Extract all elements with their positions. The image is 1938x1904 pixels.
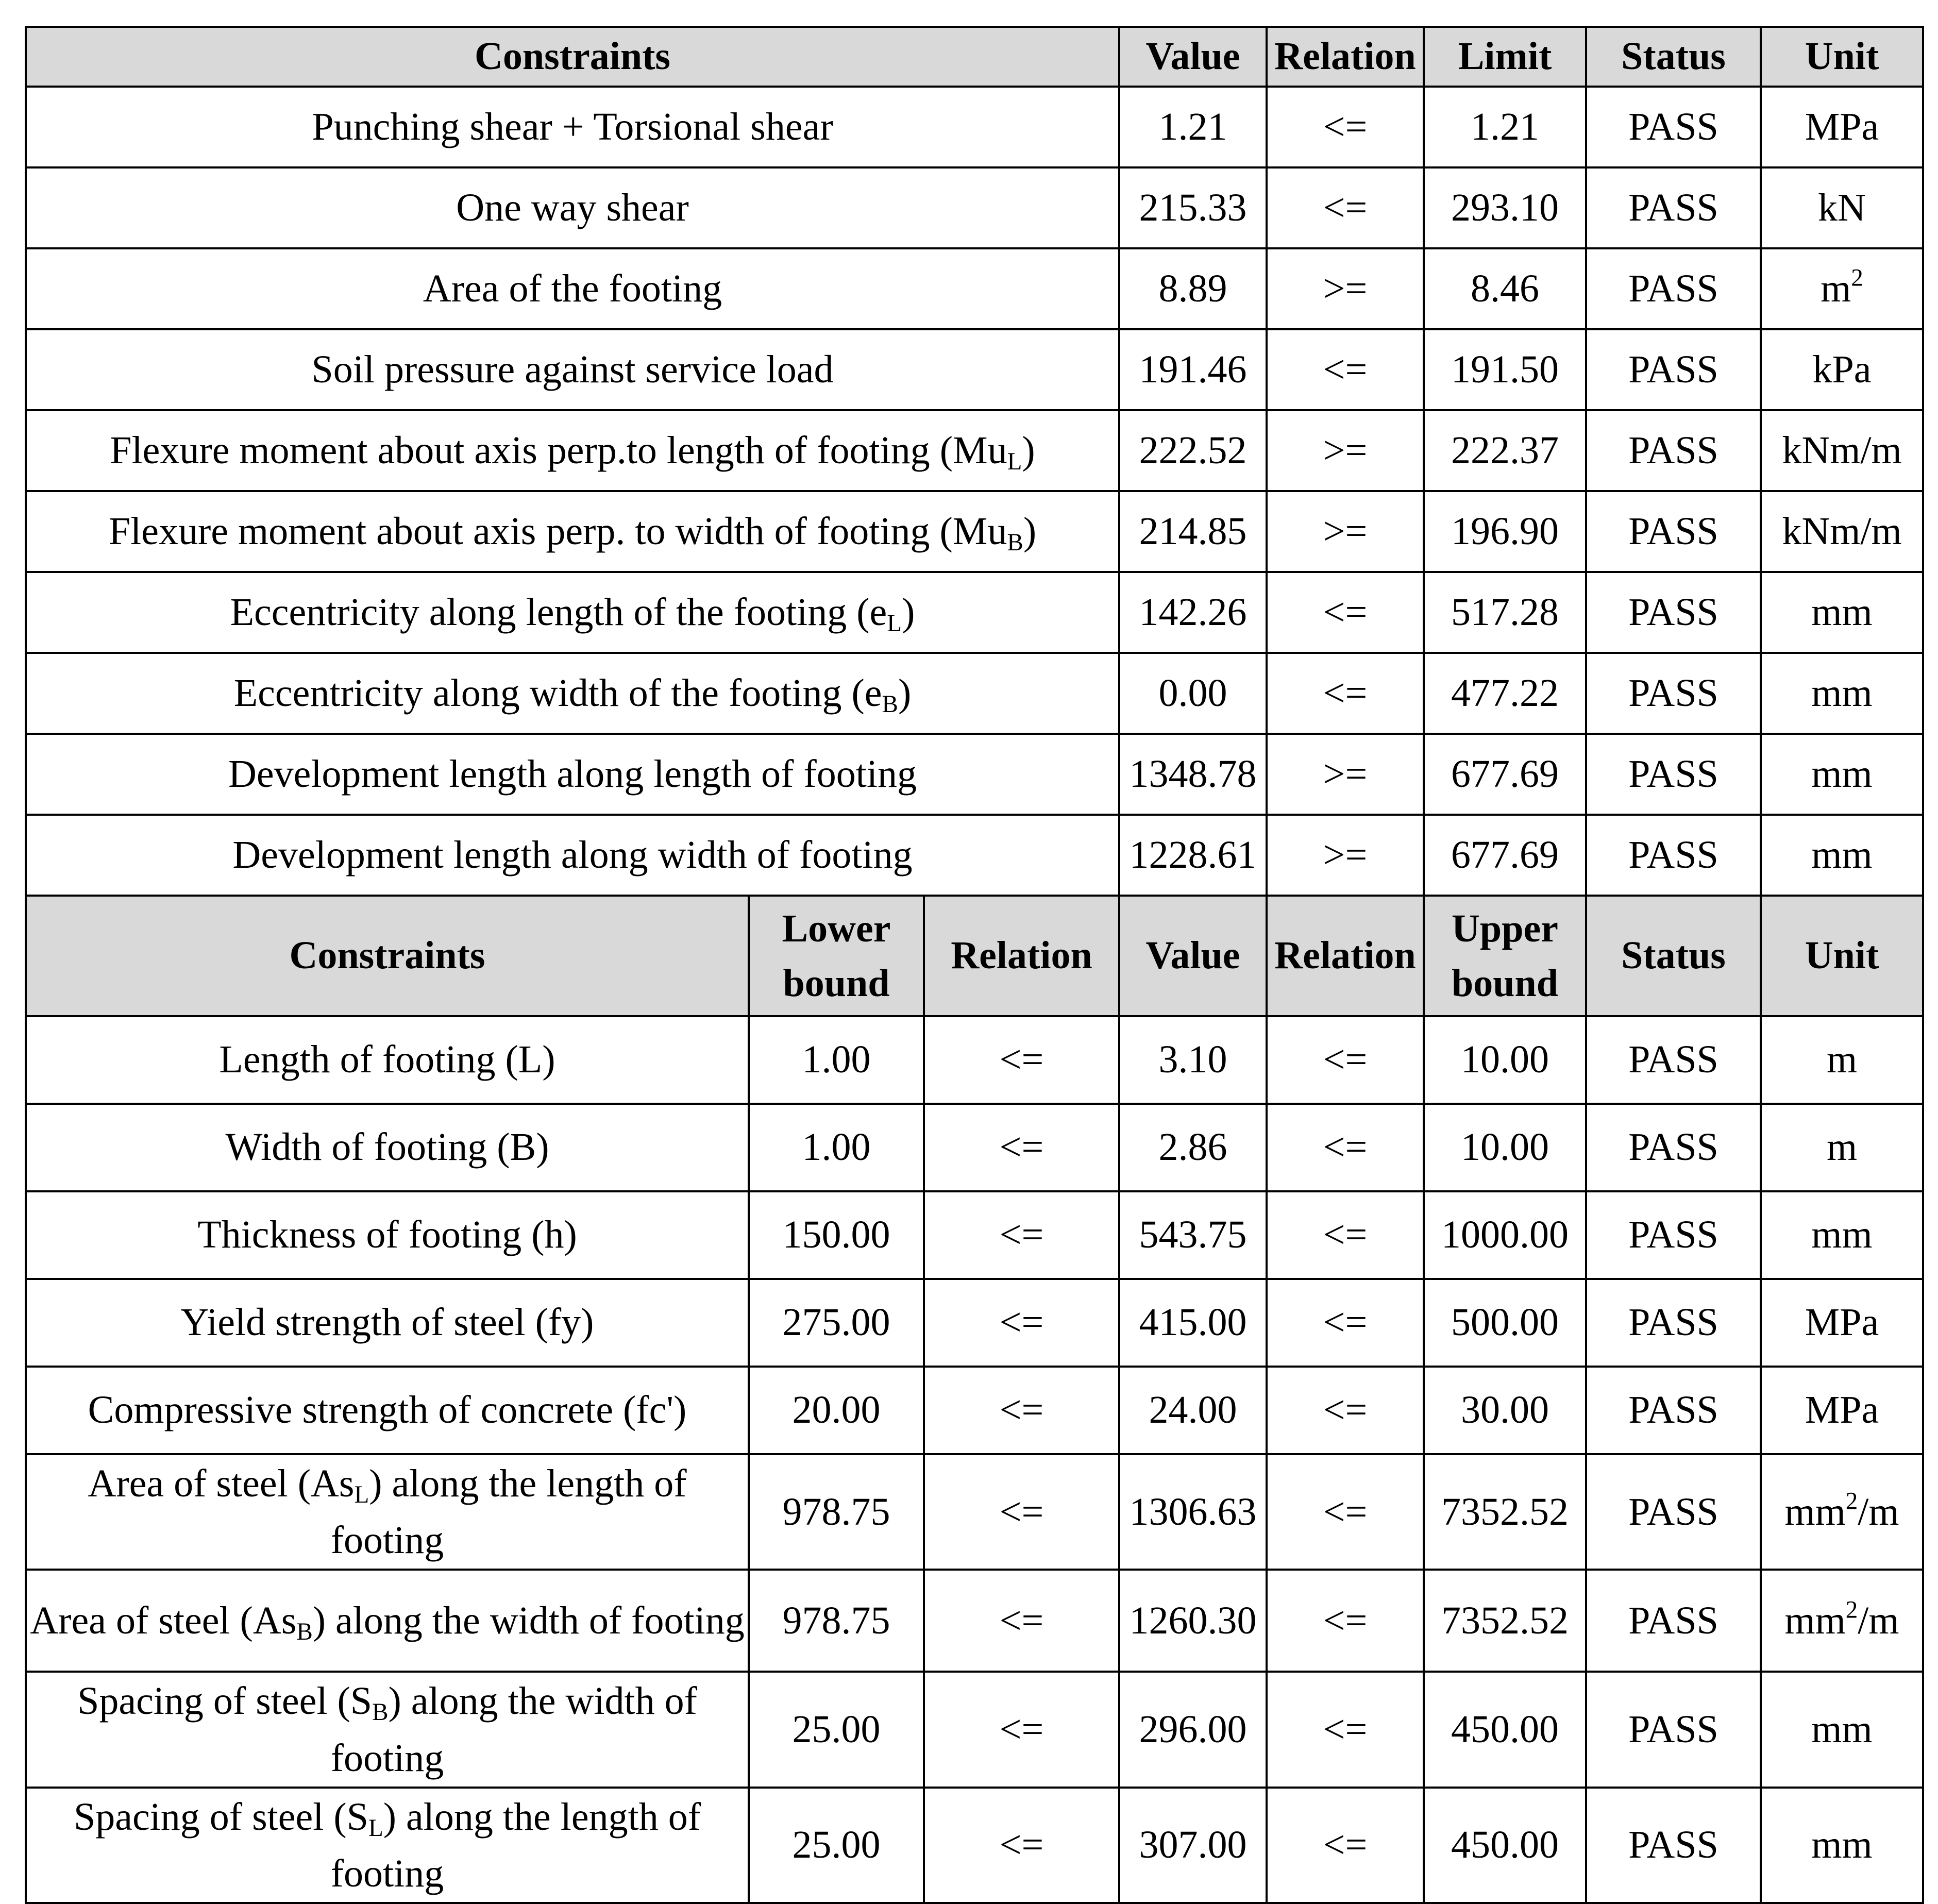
value-cell: 1348.78: [1119, 734, 1267, 815]
status-cell: PASS: [1586, 410, 1761, 491]
table-row: [26, 1367, 1923, 1454]
relation-cell: <=: [924, 1788, 1119, 1903]
unit-cell: m: [1761, 1016, 1923, 1104]
header-relation: Relation: [1267, 896, 1424, 1016]
value-cell: 0.00: [1119, 653, 1267, 734]
constraint-label: Length of footing (L): [26, 1016, 749, 1104]
unit-cell: mm: [1761, 734, 1923, 815]
relation-cell: <=: [1267, 1672, 1424, 1787]
label-text: Eccentricity along length of the footing (e: [230, 590, 887, 634]
value-cell: 142.26: [1119, 572, 1267, 653]
status-cell: PASS: [1586, 1570, 1761, 1672]
header-limit: Limit: [1424, 27, 1586, 87]
unit-cell: kN: [1761, 167, 1923, 248]
label-text-end: ): [1022, 428, 1035, 472]
value-cell: 1228.61: [1119, 815, 1267, 896]
status-cell: PASS: [1586, 329, 1761, 410]
unit-base: mm: [1784, 1598, 1846, 1642]
upper-bound-cell: 1000.00: [1424, 1191, 1586, 1279]
lower-bound-cell: 1.00: [749, 1104, 924, 1191]
constraints-report: [25, 26, 1922, 1904]
table-row: [26, 1191, 1923, 1279]
header-status: Status: [1586, 27, 1761, 87]
relation-cell: <=: [1267, 167, 1424, 248]
relation-cell: <=: [1267, 1016, 1424, 1104]
relation-cell: <=: [1267, 572, 1424, 653]
unit-cell: MPa: [1761, 87, 1923, 167]
unit-cell: kPa: [1761, 329, 1923, 410]
unit-cell: mm: [1761, 815, 1923, 896]
status-cell: PASS: [1586, 653, 1761, 734]
table-row: [26, 1672, 1923, 1787]
table-row: [26, 1104, 1923, 1191]
table-row: [26, 1570, 1923, 1672]
table-row: [26, 1279, 1923, 1367]
constraint-label: Compressive strength of concrete (fc'): [26, 1367, 749, 1454]
header-unit: Unit: [1761, 27, 1923, 87]
lower-bound-cell: 20.00: [749, 1367, 924, 1454]
unit-cell: kNm/m: [1761, 410, 1923, 491]
constraint-label: Soil pressure against service load: [26, 329, 1119, 410]
relation-cell: <=: [1267, 1788, 1424, 1903]
table-row: [26, 491, 1923, 572]
relation-cell: <=: [924, 1672, 1119, 1787]
relation-cell: <=: [924, 1454, 1119, 1570]
unit-suffix: /m: [1858, 1490, 1899, 1534]
header-relation: Relation: [924, 896, 1119, 1016]
header-status: Status: [1586, 896, 1761, 1016]
label-text-end: ) along the length of footing: [330, 1795, 701, 1895]
bounds-table: [25, 895, 1924, 1904]
limit-cell: 677.69: [1424, 734, 1586, 815]
label-text: Eccentricity along width of the footing (e: [233, 671, 882, 715]
relation-cell: <=: [1267, 1104, 1424, 1191]
constraint-label: [26, 572, 1119, 653]
status-cell: PASS: [1586, 167, 1761, 248]
status-cell: PASS: [1586, 1191, 1761, 1279]
label-subscript: L: [354, 1481, 369, 1508]
table-row: [26, 167, 1923, 248]
upper-bound-cell: 450.00: [1424, 1672, 1586, 1787]
label-subscript: B: [296, 1619, 313, 1646]
relation-cell: <=: [1267, 1454, 1424, 1570]
header-upper-bound: Upper bound: [1424, 896, 1586, 1016]
label-subscript: L: [1007, 448, 1022, 475]
label-text: Flexure moment about axis perp.to length of footing (Mu: [110, 428, 1007, 472]
limit-cell: 8.46: [1424, 248, 1586, 329]
value-cell: 296.00: [1119, 1672, 1267, 1787]
unit-cell: MPa: [1761, 1279, 1923, 1367]
limit-cell: 677.69: [1424, 815, 1586, 896]
table-row: [26, 87, 1923, 167]
label-subscript: B: [1007, 529, 1023, 556]
value-cell: 1260.30: [1119, 1570, 1267, 1672]
status-cell: PASS: [1586, 1279, 1761, 1367]
unit-base: m: [1821, 266, 1851, 310]
header-value: Value: [1119, 896, 1267, 1016]
table-row: [26, 410, 1923, 491]
constraint-label: [26, 653, 1119, 734]
upper-bound-cell: 7352.52: [1424, 1570, 1586, 1672]
relation-cell: <=: [924, 1191, 1119, 1279]
upper-bound-cell: 10.00: [1424, 1104, 1586, 1191]
constraint-label: Development length along width of footing: [26, 815, 1119, 896]
label-text-end: ) along the width of footing: [312, 1599, 745, 1643]
value-cell: 215.33: [1119, 167, 1267, 248]
status-cell: PASS: [1586, 1454, 1761, 1570]
lower-bound-cell: 25.00: [749, 1672, 924, 1787]
table-header-row: [26, 896, 1923, 1016]
relation-cell: >=: [1267, 410, 1424, 491]
status-cell: PASS: [1586, 248, 1761, 329]
status-cell: PASS: [1586, 815, 1761, 896]
value-cell: 307.00: [1119, 1788, 1267, 1903]
status-cell: PASS: [1586, 572, 1761, 653]
relation-cell: <=: [924, 1367, 1119, 1454]
status-cell: PASS: [1586, 1104, 1761, 1191]
label-text-end: ): [1023, 509, 1037, 553]
value-cell: 214.85: [1119, 491, 1267, 572]
header-constraints: Constraints: [26, 896, 749, 1016]
constraints-table: [25, 26, 1924, 897]
value-cell: 191.46: [1119, 329, 1267, 410]
limit-cell: 222.37: [1424, 410, 1586, 491]
limit-cell: 517.28: [1424, 572, 1586, 653]
unit-superscript: 2: [1845, 1487, 1858, 1514]
relation-cell: <=: [1267, 1279, 1424, 1367]
header-value: Value: [1119, 27, 1267, 87]
relation-cell: <=: [924, 1279, 1119, 1367]
unit-superscript: 2: [1851, 264, 1863, 292]
unit-superscript: 2: [1845, 1596, 1858, 1624]
unit-cell: mm: [1761, 1191, 1923, 1279]
value-cell: 222.52: [1119, 410, 1267, 491]
unit-suffix: /m: [1858, 1598, 1899, 1642]
relation-cell: <=: [924, 1104, 1119, 1191]
table-row: [26, 329, 1923, 410]
unit-base: mm: [1784, 1490, 1846, 1534]
constraint-label: [26, 1454, 749, 1570]
header-unit: Unit: [1761, 896, 1923, 1016]
status-cell: PASS: [1586, 734, 1761, 815]
status-cell: PASS: [1586, 87, 1761, 167]
value-cell: 1306.63: [1119, 1454, 1267, 1570]
status-cell: PASS: [1586, 491, 1761, 572]
constraint-label: Yield strength of steel (fy): [26, 1279, 749, 1367]
unit-cell: mm: [1761, 653, 1923, 734]
header-lower-bound: Lower bound: [749, 896, 924, 1016]
value-cell: 1.21: [1119, 87, 1267, 167]
unit-cell: mm: [1761, 1672, 1923, 1787]
table-row: [26, 248, 1923, 329]
constraint-label: Width of footing (B): [26, 1104, 749, 1191]
label-subscript: L: [368, 1814, 383, 1842]
limit-cell: 196.90: [1424, 491, 1586, 572]
lower-bound-cell: 150.00: [749, 1191, 924, 1279]
status-cell: PASS: [1586, 1672, 1761, 1787]
header-relation: Relation: [1267, 27, 1424, 87]
constraint-label: [26, 491, 1119, 572]
lower-bound-cell: 1.00: [749, 1016, 924, 1104]
limit-cell: 293.10: [1424, 167, 1586, 248]
value-cell: 415.00: [1119, 1279, 1267, 1367]
unit-cell: kNm/m: [1761, 491, 1923, 572]
table-header-row: [26, 27, 1923, 87]
upper-bound-cell: 30.00: [1424, 1367, 1586, 1454]
label-text: Area of steel (As: [88, 1462, 355, 1505]
relation-cell: >=: [1267, 815, 1424, 896]
relation-cell: >=: [1267, 248, 1424, 329]
label-text: Spacing of steel (S: [73, 1795, 368, 1839]
table-row: [26, 734, 1923, 815]
constraint-label: [26, 1788, 749, 1903]
relation-cell: <=: [924, 1016, 1119, 1104]
constraint-label: [26, 1570, 749, 1672]
label-text: Spacing of steel (S: [77, 1679, 373, 1723]
constraint-label: [26, 1672, 749, 1787]
label-subscript: B: [882, 690, 898, 718]
lower-bound-cell: 275.00: [749, 1279, 924, 1367]
table-row: [26, 572, 1923, 653]
value-cell: 2.86: [1119, 1104, 1267, 1191]
relation-cell: <=: [1267, 1367, 1424, 1454]
table-row: [26, 815, 1923, 896]
relation-cell: >=: [1267, 734, 1424, 815]
label-text-end: ): [898, 671, 912, 715]
relation-cell: <=: [1267, 653, 1424, 734]
relation-cell: <=: [924, 1570, 1119, 1672]
limit-cell: 477.22: [1424, 653, 1586, 734]
value-cell: 543.75: [1119, 1191, 1267, 1279]
lower-bound-cell: 978.75: [749, 1570, 924, 1672]
label-text-end: ) along the width of footing: [330, 1679, 697, 1780]
unit-cell: MPa: [1761, 1367, 1923, 1454]
label-text-end: ) along the length of footing: [330, 1462, 687, 1562]
label-subscript: L: [887, 610, 902, 637]
unit-cell: mm: [1761, 572, 1923, 653]
upper-bound-cell: 7352.52: [1424, 1454, 1586, 1570]
table-row: [26, 1016, 1923, 1104]
constraint-label: One way shear: [26, 167, 1119, 248]
header-constraints: Constraints: [26, 27, 1119, 87]
limit-cell: 1.21: [1424, 87, 1586, 167]
limit-cell: 191.50: [1424, 329, 1586, 410]
value-cell: 3.10: [1119, 1016, 1267, 1104]
constraint-label: Area of the footing: [26, 248, 1119, 329]
upper-bound-cell: 10.00: [1424, 1016, 1586, 1104]
relation-cell: >=: [1267, 491, 1424, 572]
value-cell: 8.89: [1119, 248, 1267, 329]
label-text: Area of steel (As: [30, 1599, 297, 1643]
unit-cell: [1761, 1454, 1923, 1570]
upper-bound-cell: 500.00: [1424, 1279, 1586, 1367]
status-cell: PASS: [1586, 1016, 1761, 1104]
relation-cell: <=: [1267, 1570, 1424, 1672]
lower-bound-cell: 25.00: [749, 1788, 924, 1903]
relation-cell: <=: [1267, 87, 1424, 167]
status-cell: PASS: [1586, 1367, 1761, 1454]
constraint-label: Development length along length of footing: [26, 734, 1119, 815]
table-row: [26, 1454, 1923, 1570]
unit-cell: [1761, 248, 1923, 329]
unit-cell: [1761, 1570, 1923, 1672]
unit-cell: m: [1761, 1104, 1923, 1191]
upper-bound-cell: 450.00: [1424, 1788, 1586, 1903]
constraint-label: Thickness of footing (h): [26, 1191, 749, 1279]
constraint-label: Punching shear + Torsional shear: [26, 87, 1119, 167]
label-subscript: B: [372, 1699, 389, 1726]
relation-cell: <=: [1267, 1191, 1424, 1279]
label-text: Flexure moment about axis perp. to width of footing (Mu: [108, 509, 1007, 553]
value-cell: 24.00: [1119, 1367, 1267, 1454]
relation-cell: <=: [1267, 329, 1424, 410]
unit-cell: mm: [1761, 1788, 1923, 1903]
table-row: [26, 653, 1923, 734]
lower-bound-cell: 978.75: [749, 1454, 924, 1570]
constraint-label: [26, 410, 1119, 491]
label-text-end: ): [902, 590, 915, 634]
status-cell: PASS: [1586, 1788, 1761, 1903]
table-row: [26, 1788, 1923, 1903]
